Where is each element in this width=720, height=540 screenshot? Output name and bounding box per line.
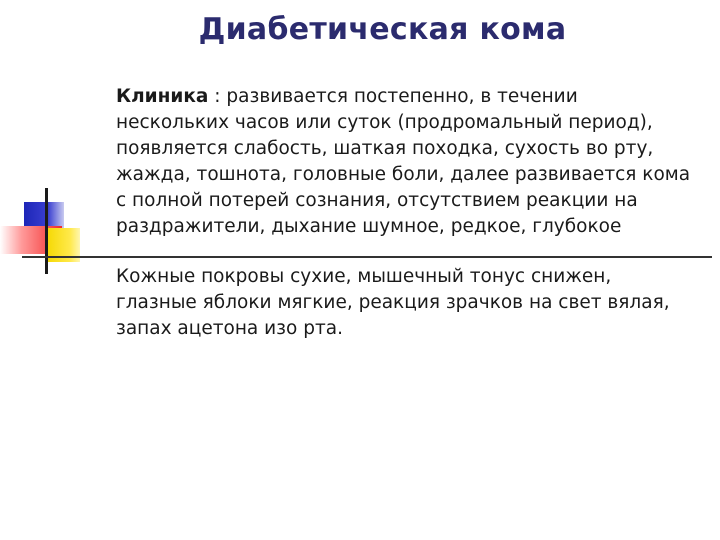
slide-body <box>116 84 696 366</box>
slide-title: Диабетическая кома <box>198 12 567 47</box>
logo-vertical-line <box>45 188 48 274</box>
term-clinic: Клиника <box>116 86 209 107</box>
paragraph-clinic-text: : развивается постепенно, в течении нескольких часов или суток (продромальный период), появляется слабость, шаткая походка, сухость во рту, жажда, тошнота, головные боли, далее развивается кома с полной потерей сознания, отсутствием реакции на раздражители, дыхание шумное, редкое, глубокое <box>116 86 691 237</box>
paragraph-symptoms <box>116 264 696 342</box>
paragraph-clinic <box>116 84 696 240</box>
paragraph-symptoms-text: Кожные покровы сухие, мышечный тонус снижен, глазные яблоки мягкие, реакция зрачков на свет вялая, запах ацетона изо рта. <box>116 266 670 339</box>
